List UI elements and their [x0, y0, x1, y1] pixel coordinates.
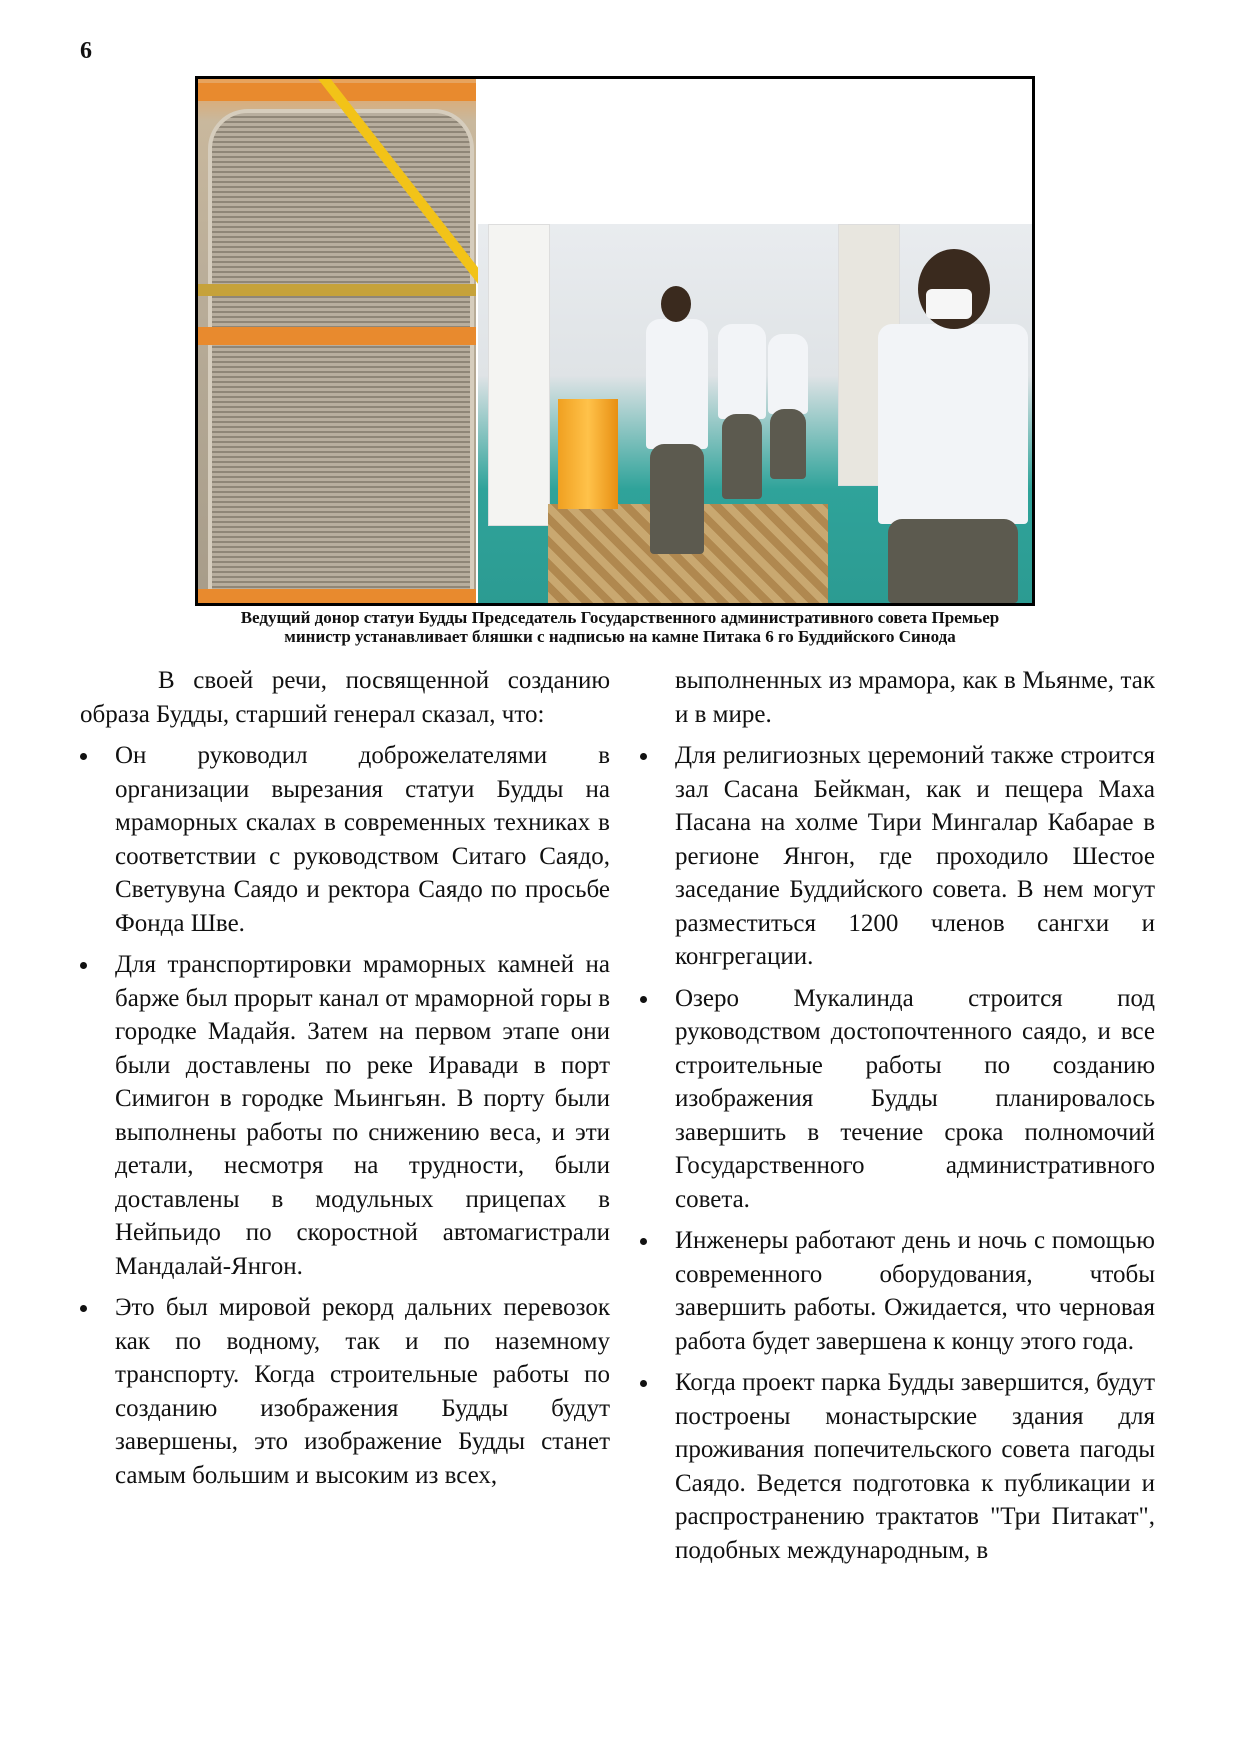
list-item-text: Это был мировой рекорд дальних перевозок как по водному, так и по наземному транспорту. Когда строительные работы по созданию изображения Будды будут завершены, это изображение Будды станет самым большим и высоким из всех,	[115, 1294, 610, 1489]
list-item-text: Он руководил доброжелателями в организации вырезания статуи Будды на мраморных скалах в современных техниках в соответствии с руководством Ситаго Саядо, Светувуна Саядо и ректора Саядо по просьбе Фонда Шве.	[115, 742, 610, 937]
photo-caption	[100, 608, 1140, 646]
bullet-icon	[80, 753, 87, 760]
marble-slab	[208, 109, 474, 597]
list-item	[80, 1291, 610, 1492]
list-item-text: Озеро Мукалинда строится под руководством достопочтенного саядо, и все строительные работы по созданию изображения Будды планировалось завершить в течение срока полномочий Государственного административного совета.	[675, 984, 1155, 1213]
bullet-icon	[640, 1380, 647, 1387]
list-item-text: Инженеры работают день и ночь с помощью современного оборудования, чтобы завершить работы. Ожидается, что черновая работа будет завершена к концу этого года.	[675, 1227, 1155, 1355]
list-item-text: Для религиозных церемоний также строится зал Сасана Бейкман, как и пещера Маха Пасана на холме Тири Мингалар Кабарае в регионе Янгон, где проходило Шестое заседание Буддийского совета. В нем могут разместиться 1200 членов сангхи и конгрегации.	[675, 742, 1155, 970]
list-item	[80, 739, 610, 940]
list-item	[640, 1224, 1155, 1358]
bullet-icon	[80, 1305, 87, 1312]
bullet-icon	[640, 753, 647, 760]
continued-text: выполненных из мрамора, как в Мьянме, так и в мире.	[675, 667, 1155, 728]
left-column	[80, 664, 610, 1492]
attendee-figure	[768, 334, 808, 414]
caption-line-2: министр устанавливает бляшки с надписью на камне Питака 6 го Буддийского Синода	[284, 627, 956, 646]
white-pillar	[488, 224, 550, 526]
list-item-text: Для транспортировки мраморных камней на барже был прорыт канал от мраморной горы в городке Мадайя. Затем на первом этапе они были доставлены по реке Иравади в порт Симигон в городке Мьингьян. В порту были выполнены работы по снижению веса, и эти детали, несмотря на трудности, были доставлены в модульных прицепах в Нейпьидо по скоростной автомагистрали Мандалай-Янгон.	[115, 951, 610, 1280]
ceremony-photo	[478, 224, 1032, 603]
official-longyi	[650, 444, 704, 554]
right-column	[640, 664, 1155, 1567]
news-photo	[195, 76, 1035, 606]
caption-line-1: Ведущий донор статуи Будды Председатель Государственного административного совета Премьер	[240, 608, 1000, 627]
page-number: 6	[80, 38, 92, 64]
list-item-text: Когда проект парка Будды завершится, будут построены монастырские здания для проживания попечительского совета пагоды Саядо. Ведется подготовка к публикации и распространению трактатов "Три Питакат", подобных международным, в	[675, 1369, 1155, 1564]
pitaka-stone-photo	[198, 79, 476, 603]
intro-paragraph: В своей речи, посвященной созданию образа Будды, старший генерал сказал, что:	[80, 667, 610, 728]
attendee-longyi	[770, 409, 806, 479]
list-item	[640, 739, 1155, 974]
list-item	[640, 982, 1155, 1217]
orange-base	[198, 589, 476, 606]
attendee-longyi	[722, 414, 762, 499]
bullet-icon	[640, 996, 647, 1003]
gold-rail	[198, 284, 476, 296]
official-head	[661, 286, 691, 322]
official-foreground	[878, 324, 1028, 524]
bullet-icon	[80, 962, 87, 969]
bullet-icon	[640, 1238, 647, 1245]
list-item	[640, 1366, 1155, 1567]
official-foreground-longyi	[888, 519, 1018, 603]
ceremony-table	[558, 399, 618, 509]
list-item	[80, 948, 610, 1283]
face-mask	[926, 289, 972, 319]
attendee-figure	[718, 324, 766, 419]
official-figure	[646, 319, 708, 449]
orange-band	[198, 327, 476, 345]
